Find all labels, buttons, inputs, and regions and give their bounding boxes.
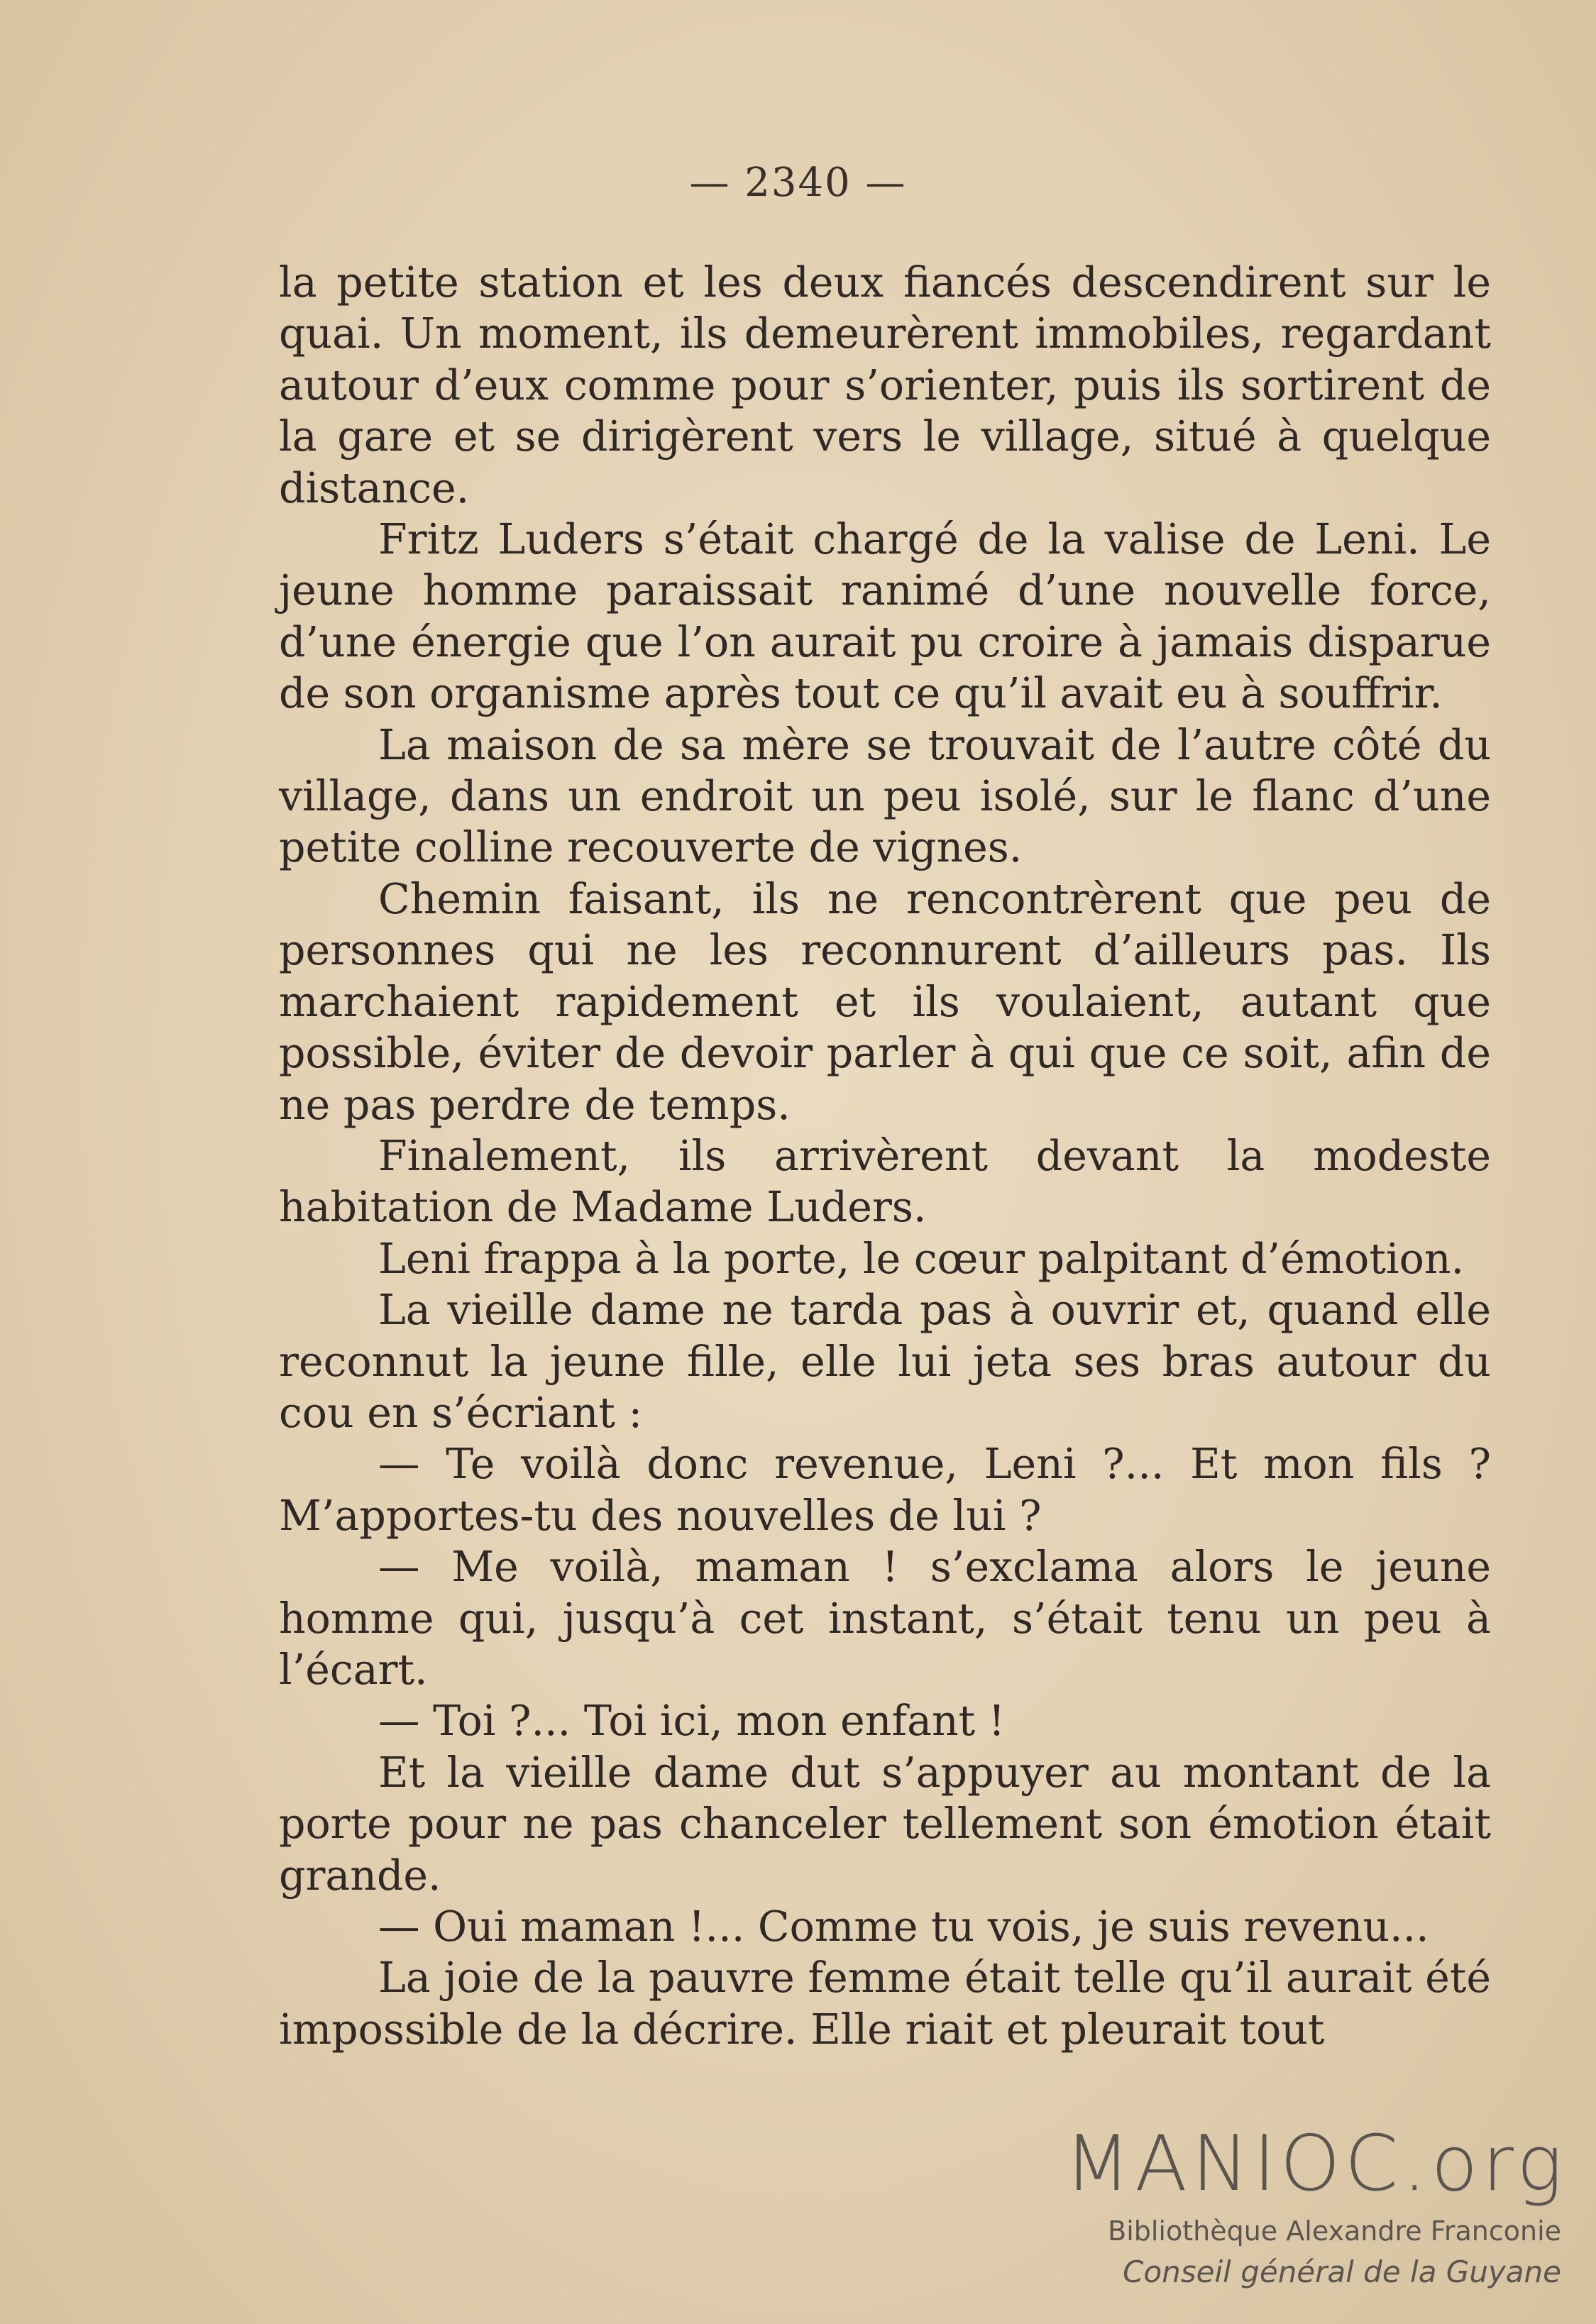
manioc-logo [1064, 2120, 1567, 2293]
paragraph: — Me voilà, maman ! s’exclama alors le jeune homme qui, jusqu’à cet instant, s’était tenu un peu à l’écart. [279, 1543, 1491, 1694]
paragraph: — Te voilà donc revenue, Leni ?... Et mon fils ? M’apportes-tu des nouvelles de lui ? [279, 1440, 1491, 1540]
paragraph: — Oui maman !... Comme tu vois, je suis revenu... [378, 1902, 1429, 1951]
paragraph: La vieille dame ne tarda pas à ouvrir et, quand elle reconnut la jeune fille, elle lui jeta ses bras autour du cou en s’écriant : [279, 1286, 1491, 1437]
logo-council-name: Conseil général de la Guyane [1123, 2254, 1561, 2289]
logo-brand: MANIOC.org [1064, 2120, 1567, 2208]
paragraph: — Toi ?... Toi ici, mon enfant ! [378, 1697, 1006, 1746]
paragraph: Finalement, ils arrivèrent devant la modeste habitation de Madame Luders. [279, 1131, 1491, 1232]
paragraph: Chemin faisant, ils ne rencontrèrent que peu de personnes qui ne les reconnurent d’ailleurs pas. Ils marchaient rapidement et ils voulaient, autant que possible, éviter de devoir parler à qui que ce soit, afin de ne pas perdre de temps. [279, 874, 1491, 1129]
paragraph: Leni frappa à la porte, le cœur palpitant d’émotion. [378, 1234, 1465, 1283]
paragraph: Fritz Luders s’était chargé de la valise de Leni. Le jeune homme paraissait ranimé d’une nouvelle force, d’une énergie que l’on aurait pu croire à jamais disparue de son organisme après tout ce qu’il avait eu à souffrir. [279, 515, 1491, 718]
page-number: — 2340 — [689, 160, 907, 206]
paragraph: La maison de sa mère se trouvait de l’autre côté du village, dans un endroit un peu isolé, sur le flanc d’une petite colline recouverte de vignes. [279, 720, 1491, 872]
paragraph: Et la vieille dame dut s’appuyer au montant de la porte pour ne pas chanceler tellement son émotion était grande. [279, 1748, 1491, 1900]
paragraph: la petite station et les deux fiancés descendirent sur le quai. Un moment, ils demeurèrent immobiles, regardant autour d’eux comme pour s’orienter, puis ils sortirent de la gare et se dirigèrent vers le village, situé à quelque distance. [279, 258, 1491, 512]
logo-library-name: Bibliothèque Alexandre Franconie [1108, 2215, 1561, 2247]
paragraph: La joie de la pauvre femme était telle qu’il aurait été impossible de la décrire. Elle riait et pleurait tout [279, 1954, 1491, 2054]
body-text [279, 257, 1491, 2055]
